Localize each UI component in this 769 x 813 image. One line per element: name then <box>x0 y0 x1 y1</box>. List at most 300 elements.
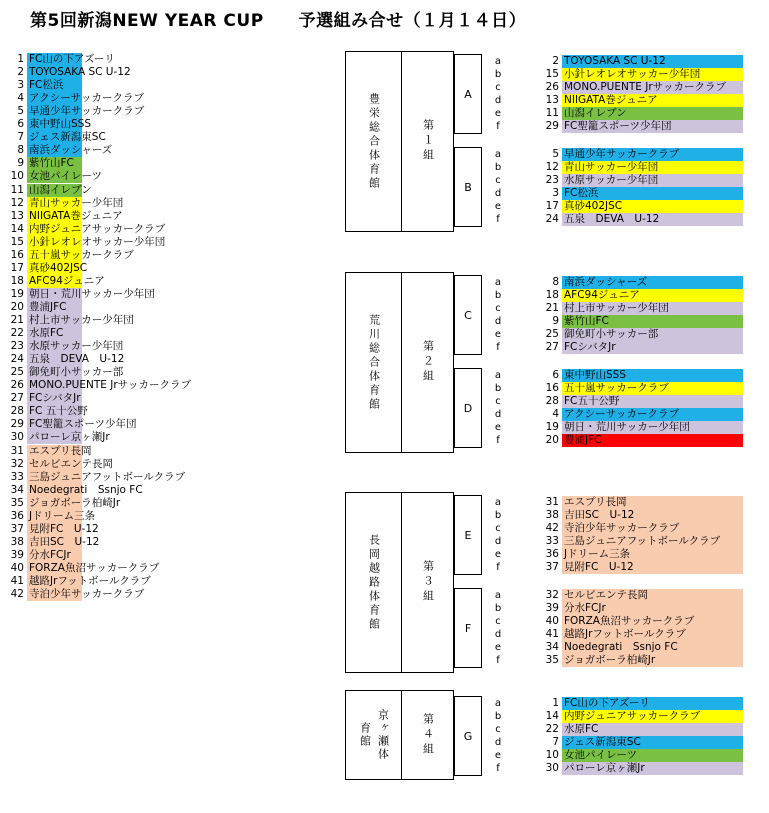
group-number <box>402 52 453 231</box>
entry-name: 豊浦JFC <box>562 434 743 447</box>
entry-number: 18 <box>545 289 559 301</box>
group-label: G <box>463 729 473 743</box>
entry-name: アクシーサッカークラブ <box>562 408 743 421</box>
list-item <box>0 510 340 523</box>
slot-letter: a <box>494 698 502 709</box>
entry-name: FC松浜 <box>562 187 743 200</box>
group-entry <box>535 302 743 315</box>
list-item <box>0 223 340 236</box>
group-entry <box>535 762 743 775</box>
entry-name: FCシバタJr <box>562 341 743 354</box>
entry-number: 6 <box>552 369 559 381</box>
venue-name-text: 豊栄総合体育館 <box>367 92 381 191</box>
entry-name: MONO.PUENTE Jrサッカークラブ <box>562 81 743 94</box>
entry-name: ジョガボーラ柏崎Jr <box>562 654 743 667</box>
list-item <box>0 379 340 392</box>
list-item <box>0 562 340 575</box>
entry-name: 真砂402JSC <box>562 200 743 213</box>
entry-name: 内野ジュニアサッカークラブ <box>562 710 743 723</box>
entry-number: 1 <box>552 697 559 709</box>
entry-name: 東中野山SSS <box>562 369 743 382</box>
slot-letter: c <box>495 396 501 407</box>
entry-name: 吉田SC U-12 <box>562 509 743 522</box>
team-name: ジェス新潟東SC <box>29 131 106 144</box>
team-number: 2 <box>17 66 24 79</box>
team-name: 寺泊少年サッカークラブ <box>29 588 145 601</box>
group-label: B <box>464 180 472 194</box>
team-number: 8 <box>17 144 24 157</box>
entry-number: 8 <box>552 276 559 288</box>
venue-block <box>345 272 454 453</box>
list-item <box>0 105 340 118</box>
team-number: 11 <box>10 183 24 196</box>
entry-number: 41 <box>545 628 559 640</box>
group-entry <box>535 615 743 628</box>
team-number: 21 <box>10 314 24 326</box>
slot-letter: c <box>495 724 501 735</box>
entry-number: 4 <box>552 408 559 420</box>
team-name: セルビエンテ長岡 <box>29 457 113 470</box>
slot-letter: d <box>494 188 502 199</box>
group-entry <box>535 289 743 302</box>
team-number: 22 <box>10 327 24 340</box>
group-entry <box>535 548 743 561</box>
slot-letter: f <box>496 121 500 132</box>
group-entry <box>535 434 743 447</box>
entry-name: FC山の下アズーリ <box>562 697 743 710</box>
slot-letter: b <box>494 711 502 722</box>
slot-letter: f <box>496 435 500 446</box>
page-title: 第5回新潟NEW YEAR CUP 予選組み合せ（１月１４日） <box>30 11 527 31</box>
group-label-box <box>454 696 482 776</box>
entry-name: 水原サッカー少年団 <box>562 174 743 187</box>
team-name: Noedegrati Ssnjo FC <box>29 483 143 496</box>
entry-number: 2 <box>552 55 559 67</box>
team-number: 13 <box>10 209 24 222</box>
entry-number: 15 <box>545 68 559 80</box>
slot-letter: e <box>494 642 502 653</box>
list-item <box>0 53 340 66</box>
entry-number: 12 <box>545 161 559 173</box>
entry-name: 五十嵐サッカークラブ <box>562 382 743 395</box>
team-number: 36 <box>10 509 24 522</box>
entry-name: Jドリーム三条 <box>562 548 743 561</box>
group-label: E <box>464 528 472 542</box>
entry-name: 水原FC <box>562 723 743 736</box>
team-name: 女池パイレーツ <box>29 170 103 183</box>
slot-letter: d <box>494 409 502 420</box>
list-item <box>0 575 340 588</box>
team-number: 17 <box>10 261 24 274</box>
team-number: 6 <box>17 118 24 131</box>
group-entry <box>535 276 743 289</box>
team-name: 豊浦JFC <box>29 300 67 313</box>
entry-name: NIIGATA巻ジュニア <box>562 94 743 107</box>
team-number: 30 <box>10 431 24 444</box>
list-item <box>0 157 340 170</box>
group-entry <box>535 723 743 736</box>
team-name: 御免町小サッカー部 <box>29 366 124 379</box>
team-number: 29 <box>10 418 24 431</box>
group-entry <box>535 120 743 133</box>
group-entry <box>535 81 743 94</box>
slot-letter: b <box>494 510 502 521</box>
slot-letter: e <box>494 201 502 212</box>
entry-number: 30 <box>545 762 559 774</box>
entry-number: 42 <box>545 522 559 534</box>
slot-letter: d <box>494 629 502 640</box>
team-number: 40 <box>10 561 24 574</box>
team-name: 朝日・荒川サッカー少年団 <box>29 287 155 300</box>
group-entry <box>535 628 743 641</box>
slot-letter: d <box>494 95 502 106</box>
group-entry <box>535 382 743 395</box>
list-item <box>0 431 340 444</box>
slot-letter: f <box>496 214 500 225</box>
slot-letter: a <box>494 370 502 381</box>
list-item <box>0 288 340 301</box>
slot-letter: c <box>495 303 501 314</box>
group-number-text: 第２組 <box>421 340 435 385</box>
team-number: 28 <box>10 405 24 418</box>
entry-name: 青山サッカー少年団 <box>562 161 743 174</box>
group-entry <box>535 496 743 509</box>
entry-number: 38 <box>545 509 559 521</box>
group-entry <box>535 174 743 187</box>
list-item <box>0 458 340 471</box>
list-item <box>0 523 340 536</box>
slot-letter: b <box>494 383 502 394</box>
group-entry <box>535 522 743 535</box>
team-number: 39 <box>10 548 24 561</box>
team-number: 5 <box>17 105 24 118</box>
entry-name: 女池パイレーツ <box>562 749 743 762</box>
entry-number: 37 <box>545 561 559 573</box>
list-item <box>0 92 340 105</box>
team-name: FC松浜 <box>29 79 64 92</box>
list-item <box>0 197 340 210</box>
group-label: A <box>464 87 472 101</box>
team-number: 9 <box>17 157 24 170</box>
team-name: 真砂402JSC <box>29 261 88 274</box>
group-entry <box>535 94 743 107</box>
entry-number: 33 <box>545 535 559 547</box>
group-entry <box>535 697 743 710</box>
slot-letter: d <box>494 737 502 748</box>
team-name: 分水FCJr <box>29 548 71 561</box>
team-name: アクシーサッカークラブ <box>29 92 144 105</box>
list-item <box>0 66 340 79</box>
entry-name: セルビエンテ長岡 <box>562 589 743 602</box>
entry-number: 28 <box>545 395 559 407</box>
entry-name: エスプリ長岡 <box>562 496 743 509</box>
group-entry <box>535 602 743 615</box>
slot-letter: a <box>494 277 502 288</box>
entry-number: 13 <box>545 94 559 106</box>
group-entry <box>535 369 743 382</box>
list-item <box>0 236 340 249</box>
group-entry <box>535 736 743 749</box>
group-label-box <box>454 588 482 668</box>
team-number: 25 <box>10 366 24 379</box>
entry-name: 分水FCJr <box>562 602 743 615</box>
group-entry <box>535 55 743 68</box>
team-name: TOYOSAKA SC U-12 <box>29 66 131 79</box>
team-name: 小針レオレオサッカー少年団 <box>29 235 166 248</box>
team-name: 吉田SC U-12 <box>29 535 100 548</box>
list-item <box>0 118 340 131</box>
group-label: C <box>464 308 472 322</box>
team-name: 東中野山SSS <box>29 118 91 131</box>
team-name: 三島ジュニアフットボールクラブ <box>29 470 186 483</box>
entry-number: 5 <box>552 148 559 160</box>
entry-number: 16 <box>545 382 559 394</box>
team-name: 南浜ダッシャーズ <box>29 144 113 157</box>
team-name: 越路Jrフットボールクラブ <box>29 575 151 587</box>
venue-name-text: 京ヶ瀬体育館 <box>358 709 390 761</box>
list-item <box>0 170 340 183</box>
entry-name: 五泉 DEVA U-12 <box>562 213 743 226</box>
venue-block <box>345 492 454 673</box>
slot-letter: f <box>496 655 500 666</box>
group-entry <box>535 328 743 341</box>
team-number: 24 <box>10 353 24 366</box>
entry-number: 11 <box>545 107 559 119</box>
entry-name: 紫竹山FC <box>562 315 743 328</box>
group-entry <box>535 161 743 174</box>
team-name: AFC94ジュニア <box>29 274 105 287</box>
entry-number: 39 <box>545 602 559 614</box>
team-number: 1 <box>17 53 24 65</box>
entry-name: FC五十公野 <box>562 395 743 408</box>
team-name: FC聖籠スポーツ少年団 <box>29 418 137 431</box>
entry-name: 早通少年サッカークラブ <box>562 148 743 161</box>
entry-name: AFC94ジュニア <box>562 289 743 302</box>
group-entry <box>535 187 743 200</box>
entry-number: 10 <box>545 749 559 761</box>
entry-name: FORZA魚沼サッカークラブ <box>562 615 743 628</box>
team-number: 38 <box>10 535 24 548</box>
entry-number: 26 <box>545 81 559 93</box>
entry-number: 35 <box>545 654 559 666</box>
slot-letter: f <box>496 763 500 774</box>
entry-number: 23 <box>545 174 559 186</box>
team-number: 26 <box>10 379 24 392</box>
list-item <box>0 184 340 197</box>
entry-number: 17 <box>545 200 559 212</box>
team-name: 青山サッカー少年団 <box>29 196 124 209</box>
list-item <box>0 418 340 431</box>
team-name: Jドリーム三条 <box>29 509 96 522</box>
list-item <box>0 275 340 288</box>
slot-letter: e <box>494 108 502 119</box>
list-item <box>0 301 340 314</box>
group-number-text: 第１組 <box>421 119 435 164</box>
team-number: 37 <box>10 522 24 535</box>
group-entry <box>535 710 743 723</box>
group-entry <box>535 561 743 574</box>
list-item <box>0 366 340 379</box>
venue-name <box>346 493 402 672</box>
team-name: 村上市サッカー少年団 <box>29 314 134 326</box>
group-label-box <box>454 54 482 134</box>
list-item <box>0 262 340 275</box>
list-item <box>0 497 340 510</box>
slot-letter: e <box>494 549 502 560</box>
team-name: 見附FC U-12 <box>29 522 99 535</box>
entry-number: 7 <box>552 736 559 748</box>
entry-name: 越路Jrフットボールクラブ <box>562 628 743 641</box>
group-number-text: 第４組 <box>421 712 435 758</box>
list-item <box>0 484 340 497</box>
group-entry <box>535 408 743 421</box>
team-name: 紫竹山FC <box>29 157 74 170</box>
team-number: 34 <box>10 483 24 496</box>
entry-name: ジェス新潟東SC <box>562 736 743 749</box>
team-name: FC山の下アズーリ <box>29 53 115 65</box>
list-item <box>0 314 340 327</box>
group-entry <box>535 654 743 667</box>
team-number: 12 <box>10 196 24 209</box>
group-entry <box>535 148 743 161</box>
slot-letter: b <box>494 290 502 301</box>
entry-name: Noedegrati Ssnjo FC <box>562 641 743 654</box>
slot-letter: b <box>494 162 502 173</box>
group-entry <box>535 535 743 548</box>
list-item <box>0 79 340 92</box>
entry-number: 9 <box>552 315 559 327</box>
slot-letter: c <box>495 523 501 534</box>
list-item <box>0 340 340 353</box>
group-entry <box>535 107 743 120</box>
entry-name: 山潟イレブン <box>562 107 743 120</box>
entry-number: 31 <box>545 496 559 508</box>
team-number: 3 <box>17 79 24 92</box>
entry-number: 3 <box>552 187 559 199</box>
group-label-box <box>454 495 482 575</box>
slot-letter: c <box>495 175 501 186</box>
team-number: 10 <box>10 170 24 183</box>
entry-name: TOYOSAKA SC U-12 <box>562 55 743 68</box>
group-number-text: 第３組 <box>421 560 435 605</box>
team-name: 早通少年サッカークラブ <box>29 105 145 118</box>
group-label: F <box>464 621 472 635</box>
entry-name: 小針レオレオサッカー少年団 <box>562 68 743 81</box>
entry-name: 村上市サッカー少年団 <box>562 302 743 315</box>
team-name: NIIGATA巻ジュニア <box>29 209 123 222</box>
team-name: 山潟イレブン <box>29 183 92 196</box>
slot-letter: a <box>494 56 502 67</box>
group-label-box <box>454 275 482 355</box>
entry-number: 40 <box>545 615 559 627</box>
entry-number: 22 <box>545 723 559 735</box>
entry-number: 32 <box>545 589 559 601</box>
team-name: FCシバタJr <box>29 392 81 405</box>
team-number: 20 <box>10 300 24 313</box>
entry-name: 三島ジュニアフットボールクラブ <box>562 535 743 548</box>
team-name: パローレ京ヶ瀬Jr <box>29 431 110 444</box>
venue-name <box>346 52 402 231</box>
entry-number: 36 <box>545 548 559 560</box>
team-name: 水原FC <box>29 327 64 340</box>
list-item <box>0 249 340 262</box>
slot-letter: d <box>494 536 502 547</box>
list-item <box>0 353 340 366</box>
list-item <box>0 131 340 144</box>
entry-number: 19 <box>545 421 559 433</box>
slot-letter: f <box>496 562 500 573</box>
list-item <box>0 471 340 484</box>
list-item <box>0 405 340 418</box>
entry-number: 24 <box>545 213 559 225</box>
team-number: 18 <box>10 274 24 287</box>
group-label-box <box>454 147 482 227</box>
entry-number: 25 <box>545 328 559 340</box>
group-entry <box>535 68 743 81</box>
list-item <box>0 210 340 223</box>
list-item <box>0 536 340 549</box>
slot-letter: b <box>494 603 502 614</box>
entry-number: 27 <box>545 341 559 353</box>
team-number: 4 <box>17 92 24 105</box>
group-entry <box>535 641 743 654</box>
team-name: 五泉 DEVA U-12 <box>29 353 125 366</box>
venue-name <box>346 273 402 452</box>
team-number: 32 <box>10 457 24 470</box>
team-name: 内野ジュニアサッカークラブ <box>29 222 166 235</box>
entry-name: 朝日・荒川サッカー少年団 <box>562 421 743 434</box>
group-number <box>402 691 453 779</box>
group-number <box>402 493 453 672</box>
list-item <box>0 392 340 405</box>
team-number: 16 <box>10 248 24 261</box>
slot-letter: e <box>494 422 502 433</box>
entry-number: 20 <box>545 434 559 446</box>
team-number: 23 <box>10 340 24 353</box>
entry-number: 14 <box>545 710 559 722</box>
slot-letter: f <box>496 342 500 353</box>
team-name: FC 五十公野 <box>29 405 88 418</box>
list-item <box>0 144 340 157</box>
entry-name: パローレ京ヶ瀬Jr <box>562 762 743 775</box>
venue-name-text: 長岡越路体育館 <box>367 533 381 632</box>
team-number: 14 <box>10 222 24 235</box>
slot-letter: b <box>494 69 502 80</box>
team-name: ジョガボーラ柏崎Jr <box>29 496 121 509</box>
group-entry <box>535 341 743 354</box>
group-entry <box>535 749 743 762</box>
list-item <box>0 327 340 340</box>
entry-name: 御免町小サッカー部 <box>562 328 743 341</box>
group-entry <box>535 200 743 213</box>
group-label: D <box>463 401 473 415</box>
group-entry <box>535 395 743 408</box>
group-entry <box>535 213 743 226</box>
list-item <box>0 588 340 601</box>
group-label-box <box>454 368 482 448</box>
venue-block <box>345 690 454 780</box>
slot-letter: a <box>494 149 502 160</box>
slot-letter: c <box>495 82 501 93</box>
entry-name: 見附FC U-12 <box>562 561 743 574</box>
group-entry <box>535 589 743 602</box>
team-number: 35 <box>10 496 24 509</box>
venue-name <box>346 691 402 779</box>
list-item <box>0 445 340 458</box>
team-name: FORZA魚沼サッカークラブ <box>29 561 160 574</box>
team-number: 33 <box>10 470 24 483</box>
team-name: 五十嵐サッカークラブ <box>29 248 134 261</box>
